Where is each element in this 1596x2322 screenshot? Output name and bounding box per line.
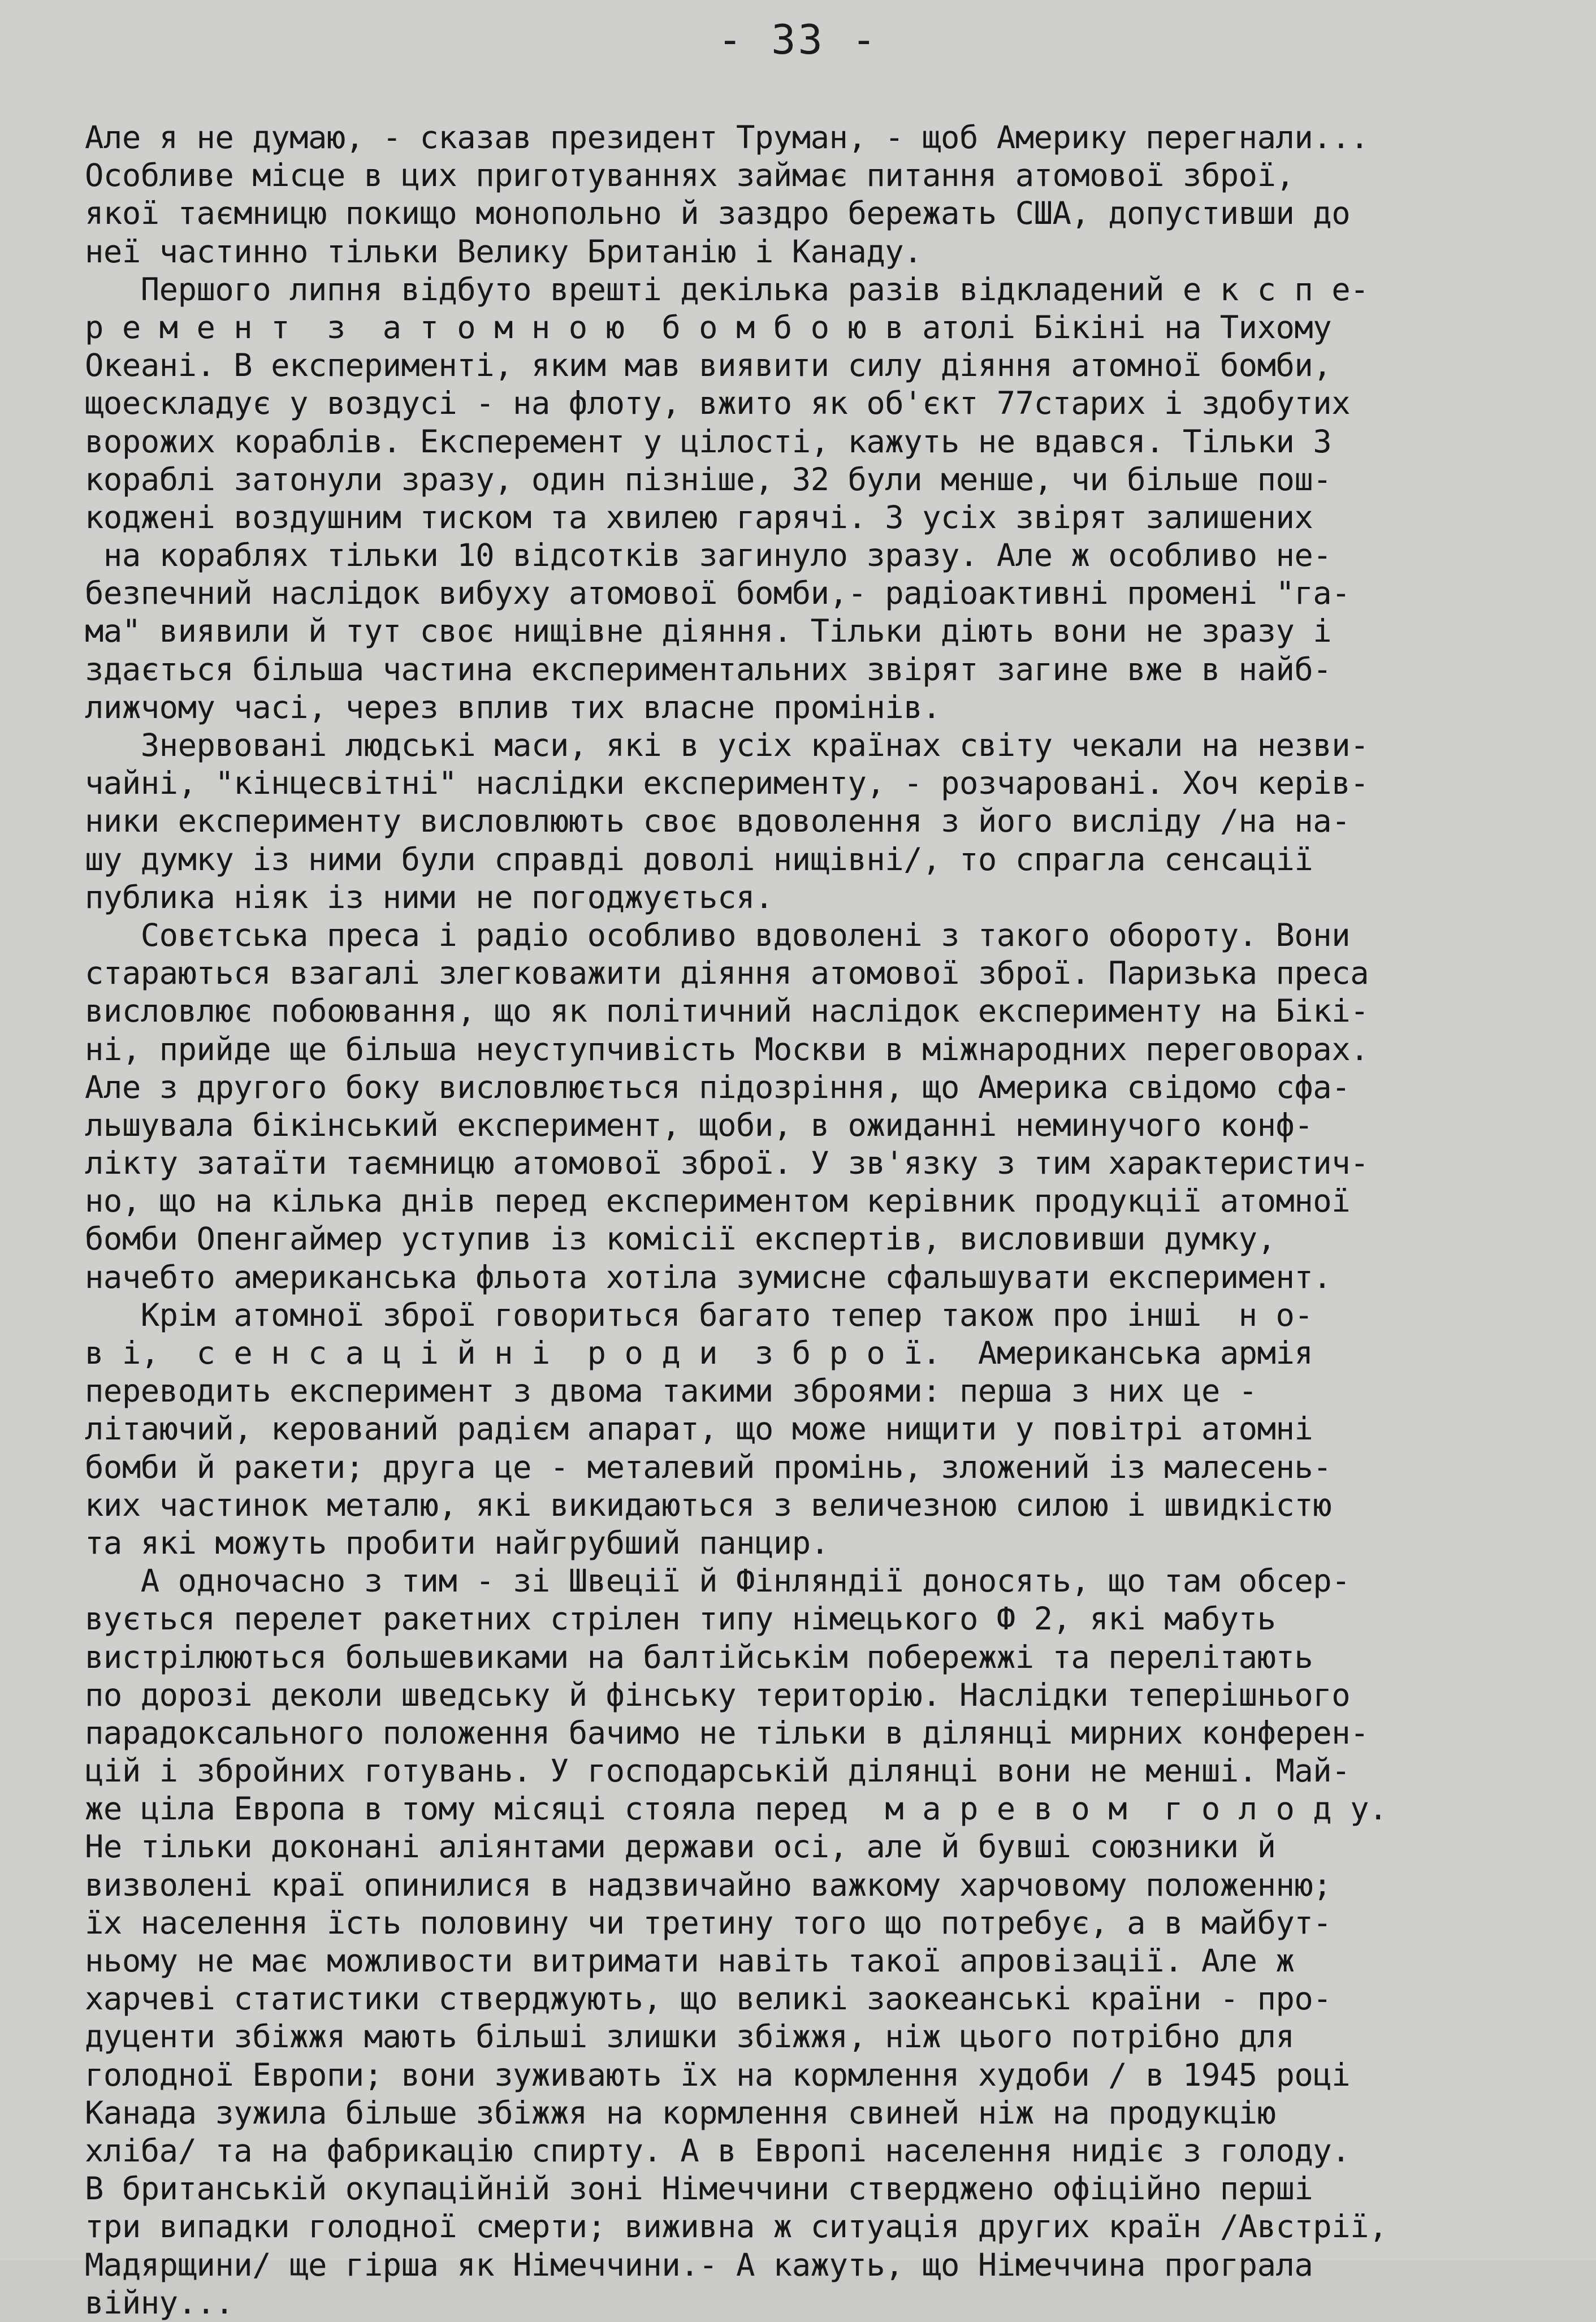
text-line: їх населення їсть половину чи третину того що потребує, а в майбут- xyxy=(85,1904,1332,1942)
text-line: цій і збройних готувань. У господарській ділянці вони не менші. Май- xyxy=(85,1753,1351,1790)
text-line: бомби Опенгаймер уступив із комісії експертів, висловивши думку, xyxy=(85,1221,1276,1258)
text-line: стараються взагалі злегковажити діяння атомової зброї. Паризька преса xyxy=(85,955,1369,992)
text-line: вистрілюються большевиками на балтійськім побережжі та перелітають xyxy=(85,1638,1313,1676)
text-line: дуценти збіжжя мають більші злишки збіжжя, ніж цього потрібно для xyxy=(85,2018,1295,2056)
text-line: А одночасно з тим - зі Швеції й Фінляндії доносять, що там обсер- xyxy=(85,1563,1351,1600)
text-line: хліба/ та на фабрикацію спирту. А в Европі населення нидіє з голоду. xyxy=(85,2132,1351,2169)
text-line: бомби й ракети; друга це - металевий промінь, зложений із малесень- xyxy=(85,1448,1332,1486)
text-line: ма" виявили й тут своє нищівне діяння. Тільки діють вони не зразу і xyxy=(85,613,1332,650)
text-line: публика ніяк із ними не погоджується. xyxy=(85,879,773,916)
text-line: Знервовані людські маси, які в усіх країнах світу чекали на незви- xyxy=(85,727,1369,764)
text-line: чайні, "кінцесвітні" наслідки експерименту, - розчаровані. Хоч керів- xyxy=(85,765,1369,802)
text-line: Не тільки доконані аліянтами держави осі, але й бувші союзники й xyxy=(85,1828,1276,1866)
text-line: Океані. В експерименті, яким мав виявити силу діяння атомної бомби, xyxy=(85,347,1332,384)
text-line: начебто американська фльота хотіла зумисне сфальшувати експеримент. xyxy=(85,1259,1332,1296)
text-line: три випадки голодної смерти; виживна ж ситуація других країн /Австрії, xyxy=(85,2208,1387,2246)
text-line: ньому не має можливости витримати навіть такої апровізації. Але ж xyxy=(85,1943,1295,1979)
text-line: лижчому часі, через вплив тих власне промінів. xyxy=(85,689,941,726)
text-line: Канада зужила більше збіжжя на кормлення свиней ніж на продукцію xyxy=(85,2094,1276,2131)
text-line: висловлює побоювання, що як політичний наслідок експерименту на Бікі- xyxy=(85,993,1369,1030)
text-line: кораблі затонули зразу, один пізніше, 32 були менше, чи більше пош- xyxy=(85,461,1332,498)
text-line: Особливе місце в цих приготуваннях займає питання атомової зброї, xyxy=(85,157,1295,194)
text-line: р е м е н т з а т о м н о ю б о м б о ю в атолі Бікіні на Тихому xyxy=(85,309,1332,346)
text-line: Першого липня відбуто врешті декілька разів відкладений е к с п е- xyxy=(85,271,1369,308)
text-line: же ціла Европа в тому місяці стояла перед м а р е в о м г о л о д у. xyxy=(85,1791,1387,1828)
text-line: ники експерименту висловлюють своє вдоволення з його висліду /на на- xyxy=(85,803,1351,840)
text-line: лікту затаїти таємницю атомової зброї. У зв'язку з тим характеристич- xyxy=(85,1145,1369,1182)
text-line: ких частинок металю, які викидаються з величезною силою і швидкістю xyxy=(85,1486,1332,1524)
text-line: неї частинно тільки Велику Британію і Канаду. xyxy=(85,233,923,270)
text-line: вується перелет ракетних стрілен типу німецького Ф 2, які мабуть xyxy=(85,1601,1276,1638)
text-line: Але з другого боку висловлюється підозріння, що Америка свідомо сфа- xyxy=(85,1069,1351,1106)
page-number: - 33 - xyxy=(717,16,879,63)
text-line: шу думку із ними були справді доволі нищівні/, то спрагла сенсації xyxy=(85,841,1313,878)
text-line: льшувала бікінський експеримент, щоби, в ожиданні неминучого конф- xyxy=(85,1106,1313,1144)
text-line: коджені воздушним тиском та хвилею гарячі. З усіх звірят залишених xyxy=(85,499,1313,536)
text-line: війну... xyxy=(85,2284,234,2321)
text-line: в і, с е н с а ц і й н і р о д и з б р о ї. Американська армія xyxy=(85,1335,1313,1372)
body-text xyxy=(85,119,1510,2322)
text-line: безпечний наслідок вибуху атомової бомби,- радіоактивні промені "га- xyxy=(85,575,1351,612)
text-line: Мадярщини/ ще гірша як Німеччини.- А кажуть, що Німеччина програла xyxy=(85,2246,1313,2284)
text-line: по дорозі деколи шведську й фінську територію. Наслідки теперішнього xyxy=(85,1676,1351,1714)
text-line: Совєтська преса і радіо особливо вдоволені з такого обороту. Вони xyxy=(85,916,1351,954)
text-line: парадоксального положення бачимо не тільки в ділянці мирних конферен- xyxy=(85,1714,1369,1752)
text-line: В британській окупаційній зоні Німеччини стверджено офіційно перші xyxy=(85,2170,1313,2208)
text-line: визволені краї опинилися в надзвичайно важкому харчовому положенню; xyxy=(85,1866,1332,1904)
text-line: та які можуть пробити найгрубший панцир. xyxy=(85,1524,829,1562)
text-line: голодної Европи; вони зуживають їх на кормлення худоби / в 1945 році xyxy=(85,2056,1351,2094)
text-line: Крім атомної зброї говориться багато тепер також про інші н о- xyxy=(85,1296,1313,1334)
text-line: здається більша частина експериментальних звірят загине вже в найб- xyxy=(85,651,1332,688)
text-line: літаючий, керований радієм апарат, що може нищити у повітрі атомні xyxy=(85,1411,1313,1448)
text-line: но, що на кілька днів перед експериментом керівник продукції атомної xyxy=(85,1183,1351,1220)
text-line: ворожих кораблів. Експеремент у цілості, кажуть не вдався. Тільки 3 xyxy=(85,423,1332,460)
text-line: ні, прийде ще більша неуступчивість Москви в міжнародних переговорах. xyxy=(85,1031,1369,1068)
text-line: харчеві статистики стверджують, що великі заокеанські країни - про- xyxy=(85,1981,1332,2018)
text-line: якої таємницю покищо монопольно й заздро бережать США, допустивши до xyxy=(85,195,1351,232)
text-line: переводить експеримент з двома такими зброями: перша з них це - xyxy=(85,1373,1257,1410)
text-line: щоескладує у воздусі - на флоту, вжито як об'єкт 77старих і здобутих xyxy=(85,385,1351,422)
text-line: Але я не думаю, - сказав президент Труман, - щоб Америку перегнали... xyxy=(85,119,1369,156)
text-line: на кораблях тільки 10 відсотків загинуло зразу. Але ж особливо не- xyxy=(85,537,1332,574)
